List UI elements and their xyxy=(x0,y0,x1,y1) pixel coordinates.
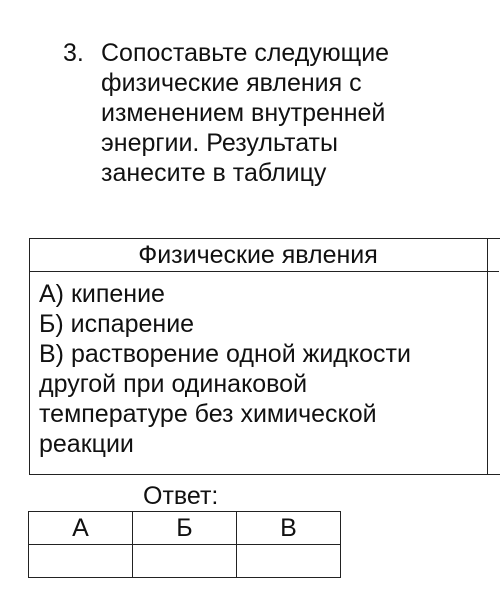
phenomenon-item: В) растворение одной жидкости xyxy=(39,340,411,368)
task-text xyxy=(101,38,481,188)
phenomenon-item: температуре без химической xyxy=(39,400,377,428)
phenomena-column-divider xyxy=(487,238,488,475)
task-text-line: изменением внутренней xyxy=(101,99,386,127)
answer-column-b: Б xyxy=(133,512,237,545)
task-text-line: энергии. Результаты xyxy=(101,129,338,157)
task-text-line: занесите в таблицу xyxy=(101,159,327,187)
table-bottom-border-extension xyxy=(487,474,500,475)
task-number: 3. xyxy=(63,39,84,67)
answer-cell-a[interactable] xyxy=(29,545,133,578)
answer-label: Ответ: xyxy=(143,482,219,510)
phenomena-header: Физические явления xyxy=(138,241,378,269)
phenomena-header-divider xyxy=(29,271,499,272)
phenomenon-item: реакции xyxy=(39,430,134,458)
phenomenon-item: Б) испарение xyxy=(39,310,195,338)
answer-column-c: В xyxy=(237,512,341,545)
phenomena-list xyxy=(39,279,479,459)
answer-cell-b[interactable] xyxy=(133,545,237,578)
answer-cell-c[interactable] xyxy=(237,545,341,578)
table-top-border-extension xyxy=(487,238,500,239)
task-text-line: Сопоставьте следующие xyxy=(101,39,390,67)
phenomenon-item: другой при одинаковой xyxy=(39,370,308,398)
answer-table xyxy=(28,511,341,578)
answer-input-row xyxy=(29,545,341,578)
phenomenon-item: А) кипение xyxy=(39,280,165,308)
task-text-line: физические явления с xyxy=(101,69,362,97)
answer-header-row xyxy=(29,512,341,545)
phenomena-table xyxy=(29,238,500,475)
answer-column-a: А xyxy=(29,512,133,545)
